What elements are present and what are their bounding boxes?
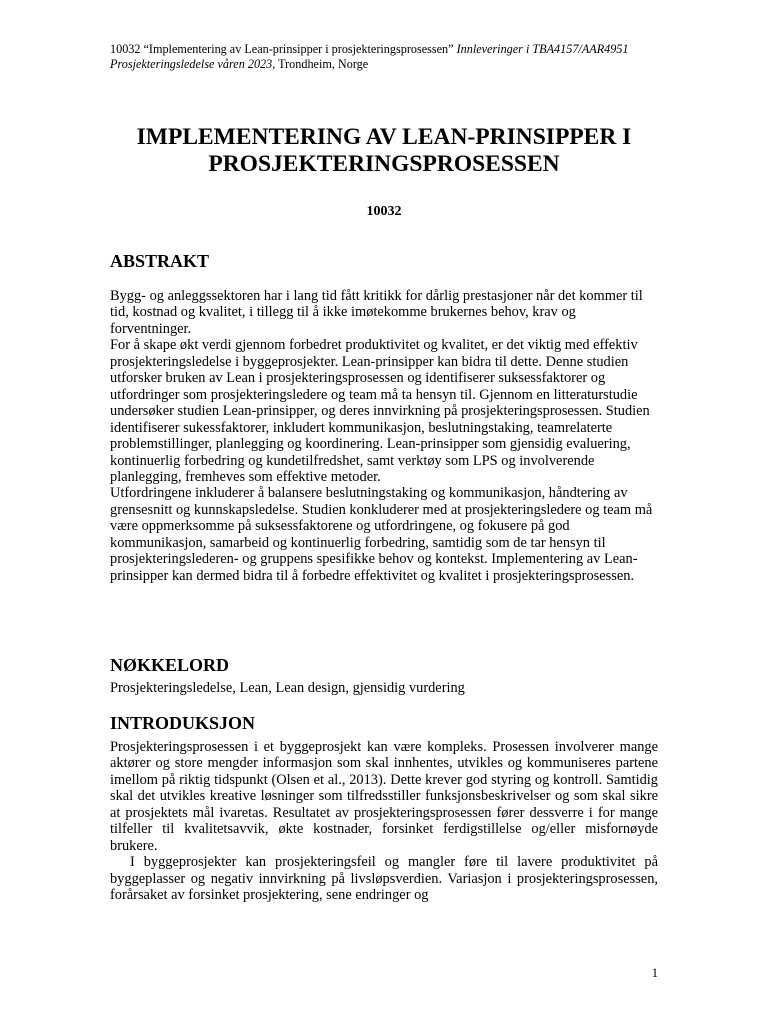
header-location: Trondheim, Norge: [275, 57, 369, 71]
introduction-paragraph: I byggeprosjekter kan prosjekteringsfeil og mangler føre til lavere produktivitet på byggeplasser og negativ innvirkning på livsløpsverdien. Variasjon i prosjekteringsprosessen, forårsaket av forsinket prosjektering, sene endringer og: [110, 854, 658, 904]
introduction-heading: INTRODUKSJON: [110, 713, 256, 733]
header-course: Innleveringer i TBA4157/AAR4951: [456, 42, 629, 56]
page-number: 1: [651, 966, 658, 980]
title-line-1: IMPLEMENTERING AV LEAN-PRINSIPPER I: [136, 124, 632, 150]
header-course-term: Prosjekteringsledelse våren 2023,: [110, 57, 276, 71]
abstract-paragraph: Bygg- og anleggssektoren har i lang tid fått kritikk for dårlig prestasjoner når det kommer til tid, kostnad og kvalitet, i tillegg til å ikke imøtekomme brukernes behov, krav og forventninger.: [110, 288, 643, 337]
paper-title: [60, 124, 708, 178]
abstract-heading: ABSTRAKT: [110, 251, 210, 271]
introduction-paragraph: Prosjekteringsprosessen i et byggeprosjekt kan være kompleks. Prosessen involverer mange aktører og store mengder informasjon som skal innhentes, utvikles og kommuniseres partene imellom på riktig tidspunkt (Olsen et al., 2013). Dette krever god styring og kontroll. Samtidig skal det utvikles kreative løsninger som tilfredsstiller funksjonsbeskrivelser og som skal sikre at prosjektets mål ivaretas. Resultatet av prosjekteringsprosessen fører dessverre i for mange tilfeller til kvalitetsavvik, økte kostnader, forsinket ferdigstillelse og/eller misfornøyde brukere.: [110, 739, 658, 854]
abstract-paragraph: Utfordringene inkluderer å balansere beslutningstaking og kommunikasjon, håndtering av grensesnitt og kunnskapsledelse. Studien konkluderer med at prosjekteringsledere og team må være oppmerksomme på suksessfaktorene og utfordringene, og fokusere på god kommunikasjon, samarbeid og kontinuerlig forbedring, samtidig som de tar hensyn til prosjekteringslederen- og gruppens spesifikke behov og kontekst. Implementering av Lean-prinsipper kan dermed bidra til å forbedre effektivitet og kvalitet i prosjekteringsprosessen.: [110, 485, 653, 584]
abstract-paragraph: For å skape økt verdi gjennom forbedret produktivitet og kvalitet, er det viktig med effektiv prosjekteringsledelse i byggeprosjekter. Lean-prinsipper kan bidra til dette. Denne studien utforsker bruken av Lean i prosjekteringsprosessen og identifiserer suksessfaktorer og utfordringer som prosjekteringsledere og team må ta hensyn til. Gjennom en litteraturstudie undersøker studien Lean-prinsipper, og deres innvirkning på prosjekteringsprosessen. Studien identifiserer sukessfaktorer, inkludert kommunikasjon, beslutningstaking, teamrelaterte problemstillinger, planlegging og koordinering. Lean-prinsipper som gjensidig evaluering, kontinuerlig forbedring og kundetilfredshet, samt verktøy som LPS og involverende planlegging, fremheves som effektive metoder.: [110, 337, 650, 485]
keywords-heading: NØKKELORD: [110, 655, 230, 675]
header-text-plain: 10032 “Implementering av Lean-prinsipper i prosjekteringsprosessen”: [110, 42, 457, 56]
title-line-2: PROSJEKTERINGSPROSESSEN: [208, 151, 560, 177]
document-id: 10032: [366, 204, 402, 219]
introduction-body: [110, 739, 658, 904]
abstract-body: [110, 288, 658, 584]
running-header: [110, 42, 670, 72]
keywords-text: Prosjekteringsledelse, Lean, Lean design, gjensidig vurdering: [110, 680, 465, 696]
